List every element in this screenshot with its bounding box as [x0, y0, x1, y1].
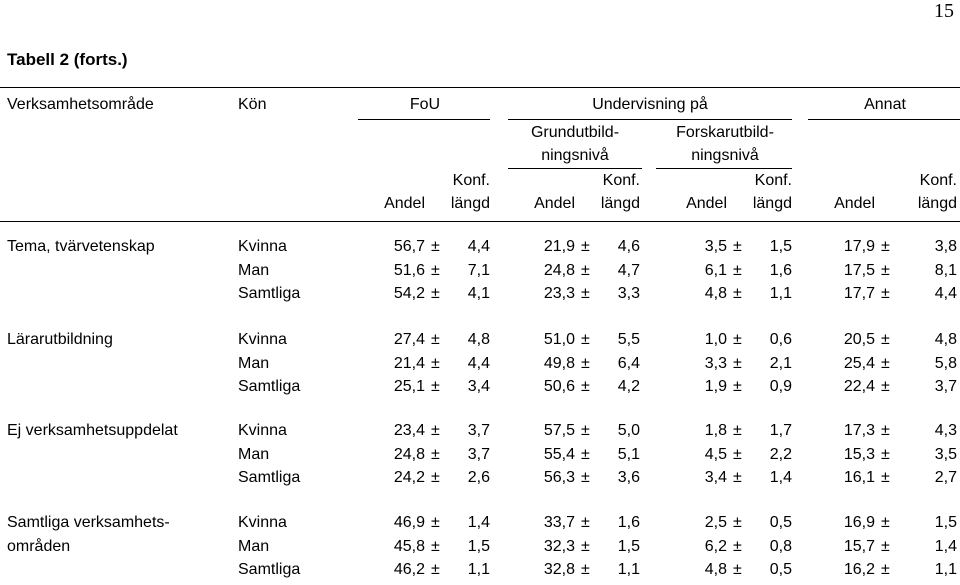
plus-minus: ± — [881, 354, 890, 372]
plus-minus: ± — [431, 514, 440, 531]
plus-minus: ± — [881, 378, 890, 395]
share-value: 25,1 — [393, 378, 425, 395]
conf-value: 4,7 — [617, 261, 640, 279]
plus-minus: ± — [581, 422, 590, 439]
conf-value: 3,7 — [934, 378, 957, 395]
gender-label: Samtliga — [238, 469, 301, 486]
conf-value: 1,5 — [934, 514, 957, 531]
share-value: 17,3 — [843, 422, 875, 439]
other-rule — [808, 119, 960, 120]
conf-value: 2,7 — [934, 469, 957, 486]
gender-label: Man — [238, 445, 270, 463]
header-andel: Andel — [834, 195, 875, 212]
gender-label: Kvinna — [238, 331, 287, 348]
share-value: 3,3 — [704, 354, 727, 372]
conf-value: 2,1 — [769, 354, 792, 372]
plus-minus: ± — [581, 561, 590, 578]
conf-value: 1,4 — [769, 469, 792, 486]
plus-minus: ± — [581, 261, 590, 279]
plus-minus: ± — [881, 561, 890, 578]
share-value: 1,9 — [704, 378, 727, 395]
gender-label: Samtliga — [238, 285, 301, 302]
conf-value: 1,4 — [467, 514, 490, 531]
fou-rule — [358, 119, 490, 120]
top-rule — [0, 87, 960, 88]
share-value: 57,5 — [543, 422, 575, 439]
header-forsk-line2: ningsnivå — [691, 147, 759, 164]
conf-value: 1,1 — [934, 561, 957, 578]
share-value: 17,9 — [843, 238, 875, 255]
conf-value: 4,3 — [934, 422, 957, 439]
plus-minus: ± — [881, 445, 890, 463]
plus-minus: ± — [431, 469, 440, 486]
share-value: 16,1 — [843, 469, 875, 486]
share-value: 16,9 — [843, 514, 875, 531]
plus-minus: ± — [881, 537, 890, 555]
header-grund-line2: ningsnivå — [541, 147, 609, 164]
conf-value: 1,5 — [617, 537, 640, 555]
header-teaching: Undervisning på — [592, 96, 708, 113]
share-value: 55,4 — [543, 445, 575, 463]
conf-value: 5,5 — [617, 331, 640, 348]
area-label: Samtliga verksamhets- — [7, 514, 170, 531]
conf-value: 7,1 — [467, 261, 490, 279]
conf-value: 1,1 — [617, 561, 640, 578]
page-number: 15 — [934, 0, 954, 22]
plus-minus: ± — [733, 378, 742, 395]
grund-rule — [508, 168, 642, 169]
header-gender: Kön — [238, 96, 267, 113]
conf-value: 1,1 — [769, 285, 792, 302]
plus-minus: ± — [581, 238, 590, 255]
conf-value: 0,5 — [769, 561, 792, 578]
plus-minus: ± — [733, 445, 742, 463]
plus-minus: ± — [581, 378, 590, 395]
share-value: 1,0 — [704, 331, 727, 348]
area-label: Tema, tvärvetenskap — [7, 238, 155, 255]
plus-minus: ± — [581, 469, 590, 486]
share-value: 33,7 — [543, 514, 575, 531]
area-label: Ej verksamhetsuppdelat — [7, 422, 178, 439]
share-value: 1,8 — [704, 422, 727, 439]
header-andel: Andel — [384, 195, 425, 212]
conf-value: 4,2 — [617, 378, 640, 395]
gender-label: Kvinna — [238, 238, 287, 255]
conf-value: 2,6 — [467, 469, 490, 486]
plus-minus: ± — [431, 261, 440, 279]
plus-minus: ± — [733, 537, 742, 555]
share-value: 25,4 — [843, 354, 875, 372]
share-value: 22,4 — [843, 378, 875, 395]
teaching-rule — [508, 119, 792, 120]
area-label: Lärarutbildning — [7, 331, 113, 348]
plus-minus: ± — [733, 422, 742, 439]
share-value: 17,7 — [843, 285, 875, 302]
plus-minus: ± — [431, 445, 440, 463]
header-grund-line1: Grundutbild- — [530, 124, 620, 141]
gender-label: Samtliga — [238, 561, 301, 578]
conf-value: 1,6 — [617, 514, 640, 531]
plus-minus: ± — [733, 285, 742, 302]
share-value: 54,2 — [393, 285, 425, 302]
share-value: 15,7 — [843, 537, 875, 555]
conf-value: 1,1 — [467, 561, 490, 578]
gender-label: Man — [238, 354, 270, 372]
conf-value: 1,5 — [467, 537, 490, 555]
gender-label: Kvinna — [238, 422, 287, 439]
conf-value: 4,4 — [934, 285, 957, 302]
share-value: 6,2 — [704, 537, 727, 555]
conf-value: 1,7 — [769, 422, 792, 439]
conf-value: 3,7 — [467, 422, 490, 439]
header-forsk-line1: Forskarutbild- — [676, 124, 774, 141]
plus-minus: ± — [431, 537, 440, 555]
gender-label: Man — [238, 261, 270, 279]
plus-minus: ± — [431, 561, 440, 578]
plus-minus: ± — [581, 445, 590, 463]
conf-value: 4,8 — [934, 331, 957, 348]
header-konf: Konf. — [919, 172, 957, 189]
plus-minus: ± — [431, 238, 440, 255]
share-value: 4,8 — [704, 561, 727, 578]
share-value: 51,6 — [393, 261, 425, 279]
plus-minus: ± — [881, 238, 890, 255]
conf-value: 8,1 — [934, 261, 957, 279]
header-langd: längd — [600, 195, 640, 212]
plus-minus: ± — [881, 422, 890, 439]
plus-minus: ± — [431, 422, 440, 439]
header-bottom-rule — [0, 221, 960, 222]
header-other: Annat — [864, 96, 906, 113]
share-value: 2,5 — [704, 514, 727, 531]
share-value: 23,4 — [393, 422, 425, 439]
plus-minus: ± — [581, 354, 590, 372]
conf-value: 3,5 — [934, 445, 957, 463]
conf-value: 3,7 — [467, 445, 490, 463]
plus-minus: ± — [733, 261, 742, 279]
conf-value: 3,6 — [617, 469, 640, 486]
plus-minus: ± — [581, 331, 590, 348]
conf-value: 0,9 — [769, 378, 792, 395]
conf-value: 2,2 — [769, 445, 792, 463]
conf-value: 5,8 — [934, 354, 957, 372]
share-value: 16,2 — [843, 561, 875, 578]
conf-value: 3,3 — [617, 285, 640, 302]
share-value: 45,8 — [393, 537, 425, 555]
plus-minus: ± — [733, 354, 742, 372]
plus-minus: ± — [733, 331, 742, 348]
share-value: 6,1 — [704, 261, 727, 279]
conf-value: 6,4 — [617, 354, 640, 372]
conf-value: 3,4 — [467, 378, 490, 395]
share-value: 56,7 — [393, 238, 425, 255]
plus-minus: ± — [431, 354, 440, 372]
conf-value: 4,4 — [467, 238, 490, 255]
plus-minus: ± — [581, 285, 590, 302]
conf-value: 5,1 — [617, 445, 640, 463]
conf-value: 3,8 — [934, 238, 957, 255]
header-langd: längd — [450, 195, 490, 212]
plus-minus: ± — [431, 331, 440, 348]
area-label: områden — [7, 537, 71, 555]
conf-value: 1,5 — [769, 238, 792, 255]
share-value: 24,8 — [393, 445, 425, 463]
share-value: 23,3 — [543, 285, 575, 302]
header-konf: Konf. — [754, 172, 792, 189]
share-value: 20,5 — [843, 331, 875, 348]
plus-minus: ± — [733, 561, 742, 578]
share-value: 24,8 — [543, 261, 575, 279]
share-value: 46,2 — [393, 561, 425, 578]
header-langd: längd — [917, 195, 957, 212]
gender-label: Man — [238, 537, 270, 555]
conf-value: 1,4 — [934, 537, 957, 555]
conf-value: 5,0 — [617, 422, 640, 439]
header-fou: FoU — [409, 96, 441, 113]
plus-minus: ± — [431, 378, 440, 395]
share-value: 49,8 — [543, 354, 575, 372]
header-langd: längd — [752, 195, 792, 212]
gender-label: Samtliga — [238, 378, 301, 395]
plus-minus: ± — [733, 238, 742, 255]
conf-value: 4,6 — [617, 238, 640, 255]
plus-minus: ± — [733, 514, 742, 531]
share-value: 15,3 — [843, 445, 875, 463]
header-konf: Konf. — [602, 172, 640, 189]
header-andel: Andel — [534, 195, 575, 212]
conf-value: 0,8 — [769, 537, 792, 555]
share-value: 27,4 — [393, 331, 425, 348]
share-value: 56,3 — [543, 469, 575, 486]
share-value: 4,5 — [704, 445, 727, 463]
gender-label: Kvinna — [238, 514, 287, 531]
conf-value: 0,5 — [769, 514, 792, 531]
conf-value: 1,6 — [769, 261, 792, 279]
share-value: 32,3 — [543, 537, 575, 555]
header-area: Verksamhetsområde — [7, 96, 154, 113]
plus-minus: ± — [881, 514, 890, 531]
plus-minus: ± — [881, 261, 890, 279]
share-value: 51,0 — [543, 331, 575, 348]
conf-value: 0,6 — [769, 331, 792, 348]
plus-minus: ± — [881, 331, 890, 348]
share-value: 32,8 — [543, 561, 575, 578]
share-value: 21,4 — [393, 354, 425, 372]
conf-value: 4,8 — [467, 331, 490, 348]
forsk-rule — [656, 168, 792, 169]
header-konf: Konf. — [452, 172, 490, 189]
share-value: 21,9 — [543, 238, 575, 255]
share-value: 50,6 — [543, 378, 575, 395]
plus-minus: ± — [881, 469, 890, 486]
conf-value: 4,4 — [467, 354, 490, 372]
share-value: 24,2 — [393, 469, 425, 486]
share-value: 46,9 — [393, 514, 425, 531]
plus-minus: ± — [581, 514, 590, 531]
share-value: 3,5 — [704, 238, 727, 255]
plus-minus: ± — [881, 285, 890, 302]
plus-minus: ± — [733, 469, 742, 486]
table-title: Tabell 2 (forts.) — [7, 50, 128, 69]
plus-minus: ± — [431, 285, 440, 302]
share-value: 3,4 — [704, 469, 727, 486]
share-value: 17,5 — [843, 261, 875, 279]
plus-minus: ± — [581, 537, 590, 555]
conf-value: 4,1 — [467, 285, 490, 302]
header-andel: Andel — [686, 195, 727, 212]
share-value: 4,8 — [704, 285, 727, 302]
